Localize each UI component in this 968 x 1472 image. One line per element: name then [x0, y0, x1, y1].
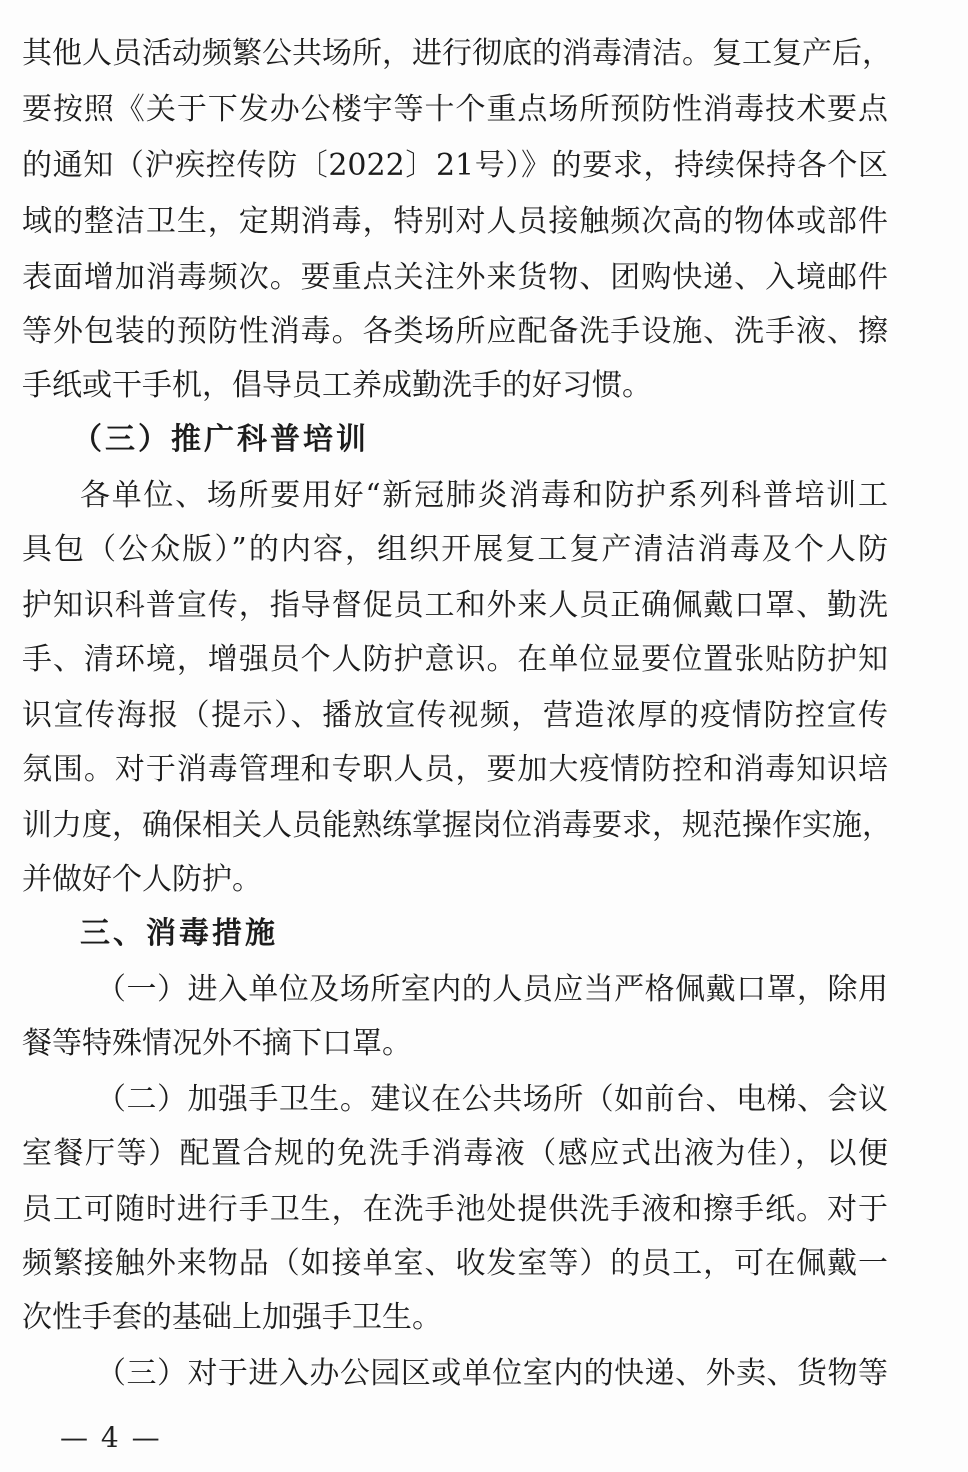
paragraph-line: 护知识科普宣传，指导督促员工和外来人员正确佩戴口罩、勤洗	[22, 588, 888, 623]
paragraph-line: 并做好个人防护。	[22, 862, 262, 897]
section-heading-promote-training: （三）推广科普培训	[72, 422, 369, 457]
paragraph-line: （一）进入单位及场所室内的人员应当严格佩戴口罩，除用	[96, 972, 888, 1007]
paragraph-line: 员工可随时进行手卫生，在洗手池处提供洗手液和擦手纸。对于	[22, 1192, 888, 1227]
paragraph-line: 具包（公众版）”的内容，组织开展复工复产清洁消毒及个人防	[22, 532, 888, 567]
paragraph-line: 识宣传海报（提示）、播放宣传视频，营造浓厚的疫情防控宣传	[22, 698, 888, 733]
paragraph-line: （二）加强手卫生。建议在公共场所（如前台、电梯、会议	[96, 1082, 888, 1117]
paragraph-line: 表面增加消毒频次。要重点关注外来货物、团购快递、入境邮件	[22, 260, 888, 295]
paragraph-line: 室餐厅等）配置合规的免洗手消毒液（感应式出液为佳），以便	[22, 1136, 888, 1171]
paragraph-line: 氛围。对于消毒管理和专职人员，要加大疫情防控和消毒知识培	[22, 752, 888, 787]
page-number: — 4 —	[60, 1421, 162, 1454]
section-heading-disinfection-measures: 三、消毒措施	[80, 916, 278, 951]
paragraph-line: 餐等特殊情况外不摘下口罩。	[22, 1026, 412, 1061]
paragraph-line: 训力度，确保相关人员能熟练掌握岗位消毒要求，规范操作实施，	[22, 808, 892, 843]
paragraph-line: 手纸或干手机，倡导员工养成勤洗手的好习惯。	[22, 368, 652, 403]
paragraph-line: 频繁接触外来物品（如接单室、收发室等）的员工，可在佩戴一	[22, 1246, 888, 1281]
paragraph-line: 等外包装的预防性消毒。各类场所应配备洗手设施、洗手液、擦	[22, 314, 888, 349]
paragraph-line: 其他人员活动频繁公共场所，进行彻底的消毒清洁。复工复产后，	[22, 36, 892, 71]
paragraph-line: 次性手套的基础上加强手卫生。	[22, 1300, 442, 1335]
paragraph-line: 各单位、场所要用好“新冠肺炎消毒和防护系列科普培训工	[80, 478, 888, 513]
paragraph-line: 要按照《关于下发办公楼宇等十个重点场所预防性消毒技术要点	[22, 92, 888, 127]
paragraph-line: 的通知（沪疾控传防〔2022〕21号）》的要求，持续保持各个区	[22, 148, 888, 183]
paragraph-line: 手、清环境，增强员个人防护意识。在单位显要位置张贴防护知	[22, 642, 888, 677]
paragraph-line: 域的整洁卫生，定期消毒，特别对人员接触频次高的物体或部件	[22, 204, 888, 239]
paragraph-line: （三）对于进入办公园区或单位室内的快递、外卖、货物等	[96, 1356, 888, 1391]
